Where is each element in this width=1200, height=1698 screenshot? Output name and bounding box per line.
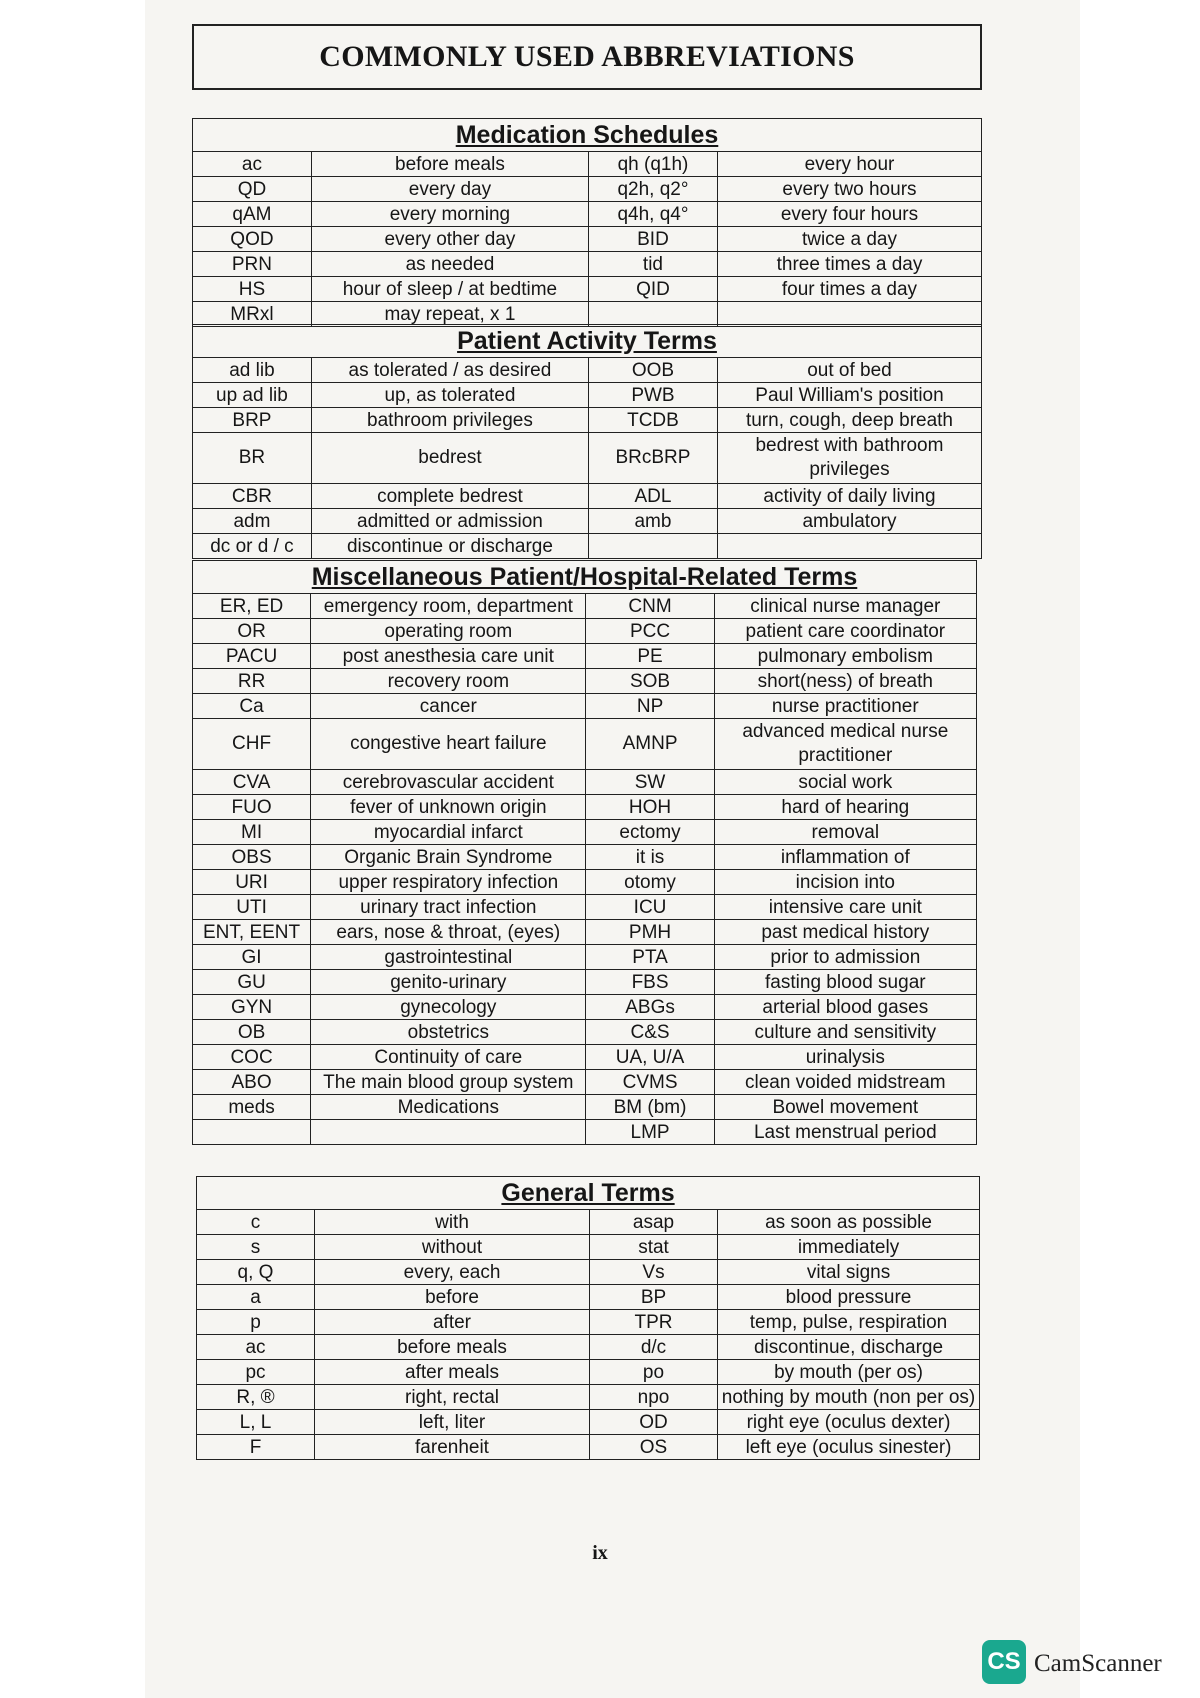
meaning-cell: recovery room	[311, 669, 586, 694]
abbr-cell: GU	[193, 970, 311, 995]
meaning-cell: removal	[714, 820, 976, 845]
table-row	[193, 920, 977, 945]
meaning-cell: before meals	[315, 1335, 590, 1360]
abbr-cell: HS	[193, 277, 312, 302]
meaning-cell: out of bed	[717, 358, 981, 383]
table-row	[193, 594, 977, 619]
meaning-cell: gastrointestinal	[311, 945, 586, 970]
abbr-cell: otomy	[586, 870, 714, 895]
general-terms-table	[196, 1176, 980, 1460]
table-row	[193, 845, 977, 870]
table-row	[197, 1385, 980, 1410]
table-row	[193, 820, 977, 845]
abbr-cell: TCDB	[588, 408, 717, 433]
meaning-cell: Continuity of care	[311, 1045, 586, 1070]
abbr-cell: BRcBRP	[588, 433, 717, 484]
table-row	[193, 770, 977, 795]
table-row	[193, 152, 982, 177]
abbr-cell: asap	[590, 1210, 718, 1235]
meaning-cell: every hour	[717, 152, 981, 177]
meaning-cell: ears, nose & throat, (eyes)	[311, 920, 586, 945]
meaning-cell: admitted or admission	[311, 509, 588, 534]
meaning-cell: social work	[714, 770, 976, 795]
abbr-cell: qAM	[193, 202, 312, 227]
misc-terms-table	[192, 560, 977, 1145]
abbr-cell: R, ®	[197, 1385, 315, 1410]
abbr-cell: CBR	[193, 484, 312, 509]
meaning-cell: every, each	[315, 1260, 590, 1285]
table-row	[193, 252, 982, 277]
meaning-cell: advanced medical nurse practitioner	[714, 719, 976, 770]
abbr-cell: OR	[193, 619, 311, 644]
abbr-cell: ABO	[193, 1070, 311, 1095]
meaning-cell: intensive care unit	[714, 895, 976, 920]
meaning-cell: upper respiratory infection	[311, 870, 586, 895]
abbr-cell: UA, U/A	[586, 1045, 714, 1070]
abbr-cell: PCC	[586, 619, 714, 644]
abbr-cell: GI	[193, 945, 311, 970]
meaning-cell: as tolerated / as desired	[311, 358, 588, 383]
abbr-cell: OB	[193, 1020, 311, 1045]
section-heading: Medication Schedules	[455, 120, 719, 149]
meaning-cell: without	[315, 1235, 590, 1260]
table-row	[193, 534, 982, 559]
abbr-cell: it is	[586, 845, 714, 870]
table-row	[193, 895, 977, 920]
abbr-cell: MRxl	[193, 302, 312, 327]
table-row	[193, 1120, 977, 1145]
abbr-cell: s	[197, 1235, 315, 1260]
meaning-cell: bathroom privileges	[311, 408, 588, 433]
abbr-cell: po	[590, 1360, 718, 1385]
meaning-cell: Paul William's position	[717, 383, 981, 408]
table-row	[197, 1310, 980, 1335]
table-row	[193, 177, 982, 202]
abbr-cell: FBS	[586, 970, 714, 995]
meaning-cell: left, liter	[315, 1410, 590, 1435]
table-row	[193, 358, 982, 383]
meaning-cell: urinary tract infection	[311, 895, 586, 920]
abbr-cell: OD	[590, 1410, 718, 1435]
abbr-cell: QOD	[193, 227, 312, 252]
abbr-cell: QD	[193, 177, 312, 202]
abbr-cell: ICU	[586, 895, 714, 920]
meaning-cell: congestive heart failure	[311, 719, 586, 770]
meaning-cell	[311, 1120, 586, 1145]
table-row	[193, 433, 982, 484]
table-row	[197, 1235, 980, 1260]
abbr-cell: PE	[586, 644, 714, 669]
table-row	[197, 1285, 980, 1310]
section-heading: General Terms	[501, 1178, 675, 1207]
abbr-cell: ABGs	[586, 995, 714, 1020]
abbr-cell: pc	[197, 1360, 315, 1385]
medication-schedules-table	[192, 118, 982, 327]
table-row	[193, 1070, 977, 1095]
meaning-cell: every two hours	[717, 177, 981, 202]
abbr-cell: NP	[586, 694, 714, 719]
meaning-cell: turn, cough, deep breath	[717, 408, 981, 433]
abbr-cell: COC	[193, 1045, 311, 1070]
table-row	[193, 1045, 977, 1070]
abbr-cell	[588, 302, 717, 327]
meaning-cell: before meals	[311, 152, 588, 177]
meaning-cell	[717, 302, 981, 327]
meaning-cell: bedrest	[311, 433, 588, 484]
meaning-cell: short(ness) of breath	[714, 669, 976, 694]
abbr-cell: ectomy	[586, 820, 714, 845]
meaning-cell: incision into	[714, 870, 976, 895]
table-row	[193, 383, 982, 408]
meaning-cell: pulmonary embolism	[714, 644, 976, 669]
abbr-cell: ad lib	[193, 358, 312, 383]
meaning-cell: activity of daily living	[717, 484, 981, 509]
abbr-cell	[193, 1120, 311, 1145]
abbr-cell: PRN	[193, 252, 312, 277]
meaning-cell: farenheit	[315, 1435, 590, 1460]
table-row	[193, 277, 982, 302]
meaning-cell: twice a day	[717, 227, 981, 252]
meaning-cell: after meals	[315, 1360, 590, 1385]
abbr-cell: Vs	[590, 1260, 718, 1285]
meaning-cell: Bowel movement	[714, 1095, 976, 1120]
table-row	[193, 995, 977, 1020]
table-row	[193, 408, 982, 433]
abbr-cell: c	[197, 1210, 315, 1235]
abbr-cell: URI	[193, 870, 311, 895]
table-row	[193, 945, 977, 970]
abbr-cell: tid	[588, 252, 717, 277]
meaning-cell: every four hours	[717, 202, 981, 227]
meaning-cell: three times a day	[717, 252, 981, 277]
table-row	[197, 1260, 980, 1285]
meaning-cell: left eye (oculus sinester)	[718, 1435, 980, 1460]
table-row	[193, 694, 977, 719]
page-number: ix	[592, 1542, 608, 1564]
meaning-cell: myocardial infarct	[311, 820, 586, 845]
meaning-cell: Last menstrual period	[714, 1120, 976, 1145]
abbr-cell: GYN	[193, 995, 311, 1020]
abbr-cell: SOB	[586, 669, 714, 694]
abbr-cell: SW	[586, 770, 714, 795]
abbr-cell: ac	[197, 1335, 315, 1360]
abbr-cell: PMH	[586, 920, 714, 945]
table-row	[193, 1020, 977, 1045]
abbr-cell	[588, 534, 717, 559]
table-row	[197, 1360, 980, 1385]
meaning-cell: bedrest with bathroom privileges	[717, 433, 981, 484]
abbr-cell: q2h, q2°	[588, 177, 717, 202]
abbr-cell: L, L	[197, 1410, 315, 1435]
camscanner-watermark: CamScanner	[1034, 1650, 1162, 1677]
abbr-cell: TPR	[590, 1310, 718, 1335]
meaning-cell: obstetrics	[311, 1020, 586, 1045]
abbr-cell: LMP	[586, 1120, 714, 1145]
abbr-cell: stat	[590, 1235, 718, 1260]
abbr-cell: a	[197, 1285, 315, 1310]
meaning-cell: urinalysis	[714, 1045, 976, 1070]
abbr-cell: BRP	[193, 408, 312, 433]
meaning-cell: clean voided midstream	[714, 1070, 976, 1095]
abbr-cell: CVA	[193, 770, 311, 795]
meaning-cell: hard of hearing	[714, 795, 976, 820]
abbr-cell: meds	[193, 1095, 311, 1120]
meaning-cell: with	[315, 1210, 590, 1235]
abbr-cell: AMNP	[586, 719, 714, 770]
table-row	[193, 302, 982, 327]
meaning-cell: by mouth (per os)	[718, 1360, 980, 1385]
meaning-cell: before	[315, 1285, 590, 1310]
section-heading: Miscellaneous Patient/Hospital-Related Terms	[311, 562, 858, 591]
abbr-cell: UTI	[193, 895, 311, 920]
page-title: COMMONLY USED ABBREVIATIONS	[319, 40, 855, 73]
table-row	[197, 1435, 980, 1460]
table-row	[193, 644, 977, 669]
meaning-cell: nothing by mouth (non per os)	[718, 1385, 980, 1410]
meaning-cell: after	[315, 1310, 590, 1335]
meaning-cell: Medications	[311, 1095, 586, 1120]
abbr-cell: BP	[590, 1285, 718, 1310]
abbr-cell: BID	[588, 227, 717, 252]
table-row	[193, 719, 977, 770]
meaning-cell: operating room	[311, 619, 586, 644]
meaning-cell: every day	[311, 177, 588, 202]
abbr-cell: QID	[588, 277, 717, 302]
meaning-cell: fever of unknown origin	[311, 795, 586, 820]
abbr-cell: npo	[590, 1385, 718, 1410]
table-row	[193, 202, 982, 227]
meaning-cell: fasting blood sugar	[714, 970, 976, 995]
abbr-cell: d/c	[590, 1335, 718, 1360]
meaning-cell: gynecology	[311, 995, 586, 1020]
meaning-cell: discontinue or discharge	[311, 534, 588, 559]
abbr-cell: ADL	[588, 484, 717, 509]
meaning-cell: complete bedrest	[311, 484, 588, 509]
abbr-cell: adm	[193, 509, 312, 534]
abbr-cell: ENT, EENT	[193, 920, 311, 945]
abbr-cell: ER, ED	[193, 594, 311, 619]
abbr-cell: CNM	[586, 594, 714, 619]
camscanner-logo-icon: CS	[982, 1640, 1026, 1684]
meaning-cell: four times a day	[717, 277, 981, 302]
abbr-cell: amb	[588, 509, 717, 534]
abbr-cell: dc or d / c	[193, 534, 312, 559]
meaning-cell: post anesthesia care unit	[311, 644, 586, 669]
abbr-cell: up ad lib	[193, 383, 312, 408]
meaning-cell: immediately	[718, 1235, 980, 1260]
meaning-cell: clinical nurse manager	[714, 594, 976, 619]
table-row	[193, 870, 977, 895]
abbr-cell: q, Q	[197, 1260, 315, 1285]
meaning-cell: may repeat, x 1	[311, 302, 588, 327]
abbr-cell: CHF	[193, 719, 311, 770]
abbr-cell: p	[197, 1310, 315, 1335]
table-row	[193, 509, 982, 534]
table-row	[197, 1410, 980, 1435]
table-row	[193, 669, 977, 694]
meaning-cell: temp, pulse, respiration	[718, 1310, 980, 1335]
meaning-cell: patient care coordinator	[714, 619, 976, 644]
abbr-cell: C&S	[586, 1020, 714, 1045]
meaning-cell: emergency room, department	[311, 594, 586, 619]
abbr-cell: HOH	[586, 795, 714, 820]
meaning-cell	[717, 534, 981, 559]
abbr-cell: ac	[193, 152, 312, 177]
meaning-cell: inflammation of	[714, 845, 976, 870]
abbr-cell: PTA	[586, 945, 714, 970]
meaning-cell: every other day	[311, 227, 588, 252]
meaning-cell: past medical history	[714, 920, 976, 945]
table-row	[193, 484, 982, 509]
meaning-cell: blood pressure	[718, 1285, 980, 1310]
abbr-cell: PWB	[588, 383, 717, 408]
patient-activity-table	[192, 324, 982, 559]
abbr-cell: OBS	[193, 845, 311, 870]
abbr-cell: F	[197, 1435, 315, 1460]
table-row	[193, 970, 977, 995]
meaning-cell: cancer	[311, 694, 586, 719]
abbr-cell: RR	[193, 669, 311, 694]
meaning-cell: Organic Brain Syndrome	[311, 845, 586, 870]
abbr-cell: q4h, q4°	[588, 202, 717, 227]
meaning-cell: The main blood group system	[311, 1070, 586, 1095]
meaning-cell: as needed	[311, 252, 588, 277]
meaning-cell: hour of sleep / at bedtime	[311, 277, 588, 302]
abbr-cell: BR	[193, 433, 312, 484]
abbr-cell: BM (bm)	[586, 1095, 714, 1120]
abbr-cell: OS	[590, 1435, 718, 1460]
meaning-cell: right, rectal	[315, 1385, 590, 1410]
abbr-cell: FUO	[193, 795, 311, 820]
meaning-cell: prior to admission	[714, 945, 976, 970]
table-row	[197, 1210, 980, 1235]
meaning-cell: up, as tolerated	[311, 383, 588, 408]
abbr-cell: CVMS	[586, 1070, 714, 1095]
meaning-cell: as soon as possible	[718, 1210, 980, 1235]
meaning-cell: genito-urinary	[311, 970, 586, 995]
abbr-cell: OOB	[588, 358, 717, 383]
table-row	[193, 795, 977, 820]
abbr-cell: Ca	[193, 694, 311, 719]
abbr-cell: MI	[193, 820, 311, 845]
page-title-box	[192, 24, 982, 90]
meaning-cell: arterial blood gases	[714, 995, 976, 1020]
abbr-cell: qh (q1h)	[588, 152, 717, 177]
table-row	[197, 1335, 980, 1360]
table-row	[193, 1095, 977, 1120]
meaning-cell: culture and sensitivity	[714, 1020, 976, 1045]
table-row	[193, 619, 977, 644]
meaning-cell: ambulatory	[717, 509, 981, 534]
meaning-cell: nurse practitioner	[714, 694, 976, 719]
meaning-cell: cerebrovascular accident	[311, 770, 586, 795]
section-heading: Patient Activity Terms	[457, 326, 717, 355]
table-row	[193, 227, 982, 252]
meaning-cell: vital signs	[718, 1260, 980, 1285]
abbr-cell: PACU	[193, 644, 311, 669]
meaning-cell: discontinue, discharge	[718, 1335, 980, 1360]
meaning-cell: right eye (oculus dexter)	[718, 1410, 980, 1435]
meaning-cell: every morning	[311, 202, 588, 227]
